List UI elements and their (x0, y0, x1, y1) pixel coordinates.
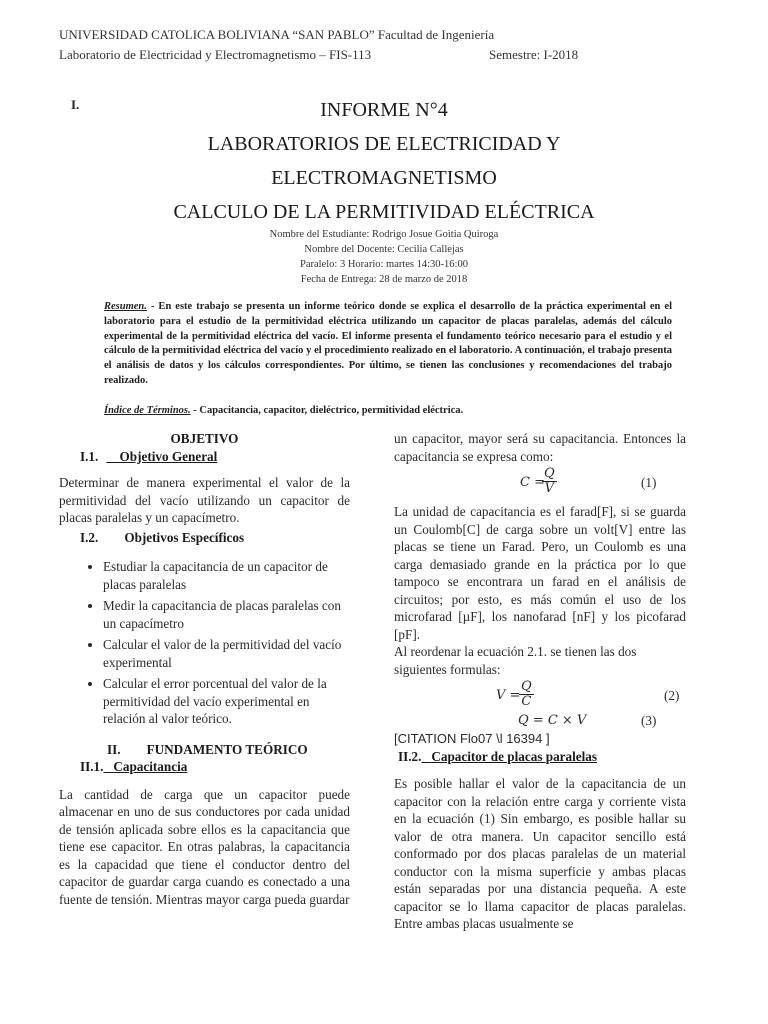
index-terms (104, 404, 672, 419)
section-num: II. (107, 741, 121, 757)
eq1-denominator: V (544, 481, 555, 496)
delivery-date: Fecha de Entrega: 28 de marzo de 2018 (300, 274, 468, 285)
eq1-tag: (1) (641, 475, 657, 490)
section-title: Capacitor de placas paralelas (431, 748, 598, 764)
section-title: FUNDAMENTO TEÓRICO (146, 741, 308, 757)
equation-2 (394, 678, 686, 712)
objective-heading: OBJETIVO (170, 431, 239, 446)
list-item: • Medir la capacitancia de placas paralelas con un capacímetro (103, 597, 350, 632)
eq3-expression: Q = C × V (518, 713, 587, 728)
abstract-text: - En este trabajo se presenta un informe teórico donde se explica el desarrollo de la práctica experimental en el laboratorio para el estudio de la permitividad eléctrica utilizando un capacitor de placas paralelas, además del cálculo experimental de la permitividad eléctrica del vacío. El informe presenta el fundamento teórico necesario para el estudio y el cálculo de la permitividad eléctrica del vacío y el procedimiento realizado en el laboratorio. A continuación, el trabajo presenta el análisis de datos y los cálculos correspondientes. Por último, se tienen las conclusiones y recomendaciones del trabajo realizado. (104, 301, 672, 386)
schedule: Paralelo: 3 Horario: martes 14:30-16:00 (300, 259, 468, 270)
eq2-lhs: V = (496, 688, 521, 703)
capacitance-text: La cantidad de carga que un capacitor puede almacenar en uno de sus conductores por cada unidad de tensión aplicada sobre ellos es la capacitancia que tiene ese capacitor. En otras palabras, la capacitancia es la capacidad que tiene el conductor dentro del capacitor de guardar carga cuando es conectado a una fuente de tensión. Mientras mayor carga pueda guardar (59, 786, 350, 907)
list-item: • Calcular el error porcentual del valor de la permitividad del vacío experimental en relación al valor teórico. (103, 675, 350, 728)
citation-field: [CITATION Flo07 \l 16394 ] (394, 731, 550, 746)
semester-header: Semestre: I-2018 (489, 47, 579, 62)
eq2-numerator: Q (521, 679, 532, 694)
title-line-3: ELECTROMAGNETISMO (271, 167, 497, 189)
general-objective-heading (59, 448, 350, 466)
eq3-tag: (3) (641, 713, 657, 728)
equation-1 (394, 465, 686, 501)
index-terms-label: Índice de Términos. (104, 405, 191, 416)
abstract-label: Resumen. (104, 301, 147, 312)
right-column (394, 430, 686, 933)
section-title: Objetivo General (119, 448, 218, 464)
eq1-lhs: C = (520, 475, 545, 490)
abstract (104, 300, 672, 389)
theory-heading (59, 741, 350, 759)
capacitance-continued: un capacitor, mayor será su capacitancia. Entonces la capacitancia se expresa como: (394, 431, 686, 464)
eq2-tag: (2) (664, 688, 680, 703)
section-num: I.2. (80, 529, 99, 545)
teacher-name: Nombre del Docente: Cecilia Callejas (304, 244, 464, 255)
lab-course-header: Laboratorio de Electricidad y Electromagnetismo – FIS-113 (59, 47, 372, 62)
section-num: II.1. (80, 759, 104, 774)
list-item: • Calcular el valor de la permitividad del vacío experimental (103, 636, 350, 671)
section-number: I. (71, 97, 80, 112)
general-objective-text: Determinar de manera experimental el valor de la permitividad del vacío utilizando un capacitor de placas paralelas y un capacímetro. (59, 475, 350, 525)
eq1-fraction (542, 467, 557, 496)
title-line-4: CALCULO DE LA PERMITIVIDAD ELÉCTRICA (173, 201, 595, 223)
section-title: Objetivos Específicos (124, 529, 245, 545)
report-title (0, 93, 768, 229)
index-terms-text: - Capacitancia, capacitor, dieléctrico, permitividad eléctrica. (190, 405, 464, 416)
eq2-denominator: C (521, 694, 532, 709)
report-metadata (0, 227, 768, 287)
section-num: II.2. (398, 748, 422, 764)
reorder-paragraph: Al reordenar la ecuación 2.1. se tienen las dos siguientes formulas: (394, 644, 637, 677)
section-title: Capacitancia (113, 759, 188, 774)
title-line-2: LABORATORIOS DE ELECTRICIDAD Y (207, 133, 561, 155)
university-header: UNIVERSIDAD CATOLICA BOLIVIANA “SAN PABLO” Facultad de Ingeniería (59, 27, 495, 42)
eq2-fraction (519, 680, 534, 709)
specific-objectives-list (59, 558, 350, 728)
eq1-numerator: Q (544, 466, 555, 481)
section-num: I.1. (80, 448, 99, 464)
specific-objectives-heading (59, 529, 350, 547)
capacitance-heading (59, 758, 350, 776)
equation-3 (394, 712, 686, 730)
list-item: • Estudiar la capacitancia de un capacitor de placas paralelas (103, 558, 350, 593)
left-column (59, 430, 350, 908)
student-name: Nombre del Estudiante: Rodrigo Josue Goitia Quiroga (269, 229, 499, 240)
farad-paragraph: La unidad de capacitancia es el farad[F], si se guarda un Coulomb[C] de carga sobre un volt[V] entre las placas se tiene un Farad. Pero, un Coulomb es una carga demasiado grande en la práctica por lo que tampoco se encontrara un farad en el análisis de circuitos; por esto, es más común el uso de los microfarad [µF], los nanofarad [nF] y los picofarad [pF]. (394, 504, 686, 642)
parallel-plate-text: Es posible hallar el valor de la capacitancia de un capacitor con la relación entre carga y corriente vista en la ecuación (1) Sin embargo, es posible hallar su valor de otra manera. Un capacitor sencillo está conformado por dos placas paralelas de un material conductor con la misma superficie y ambas placas están separadas por una distancia pequeña. A este capacitor se lo llama capacitor de placas paralelas. Entre ambas placas usualmente se (394, 776, 686, 931)
parallel-plate-heading (394, 748, 686, 766)
title-line-1: INFORME N°4 (320, 99, 448, 121)
